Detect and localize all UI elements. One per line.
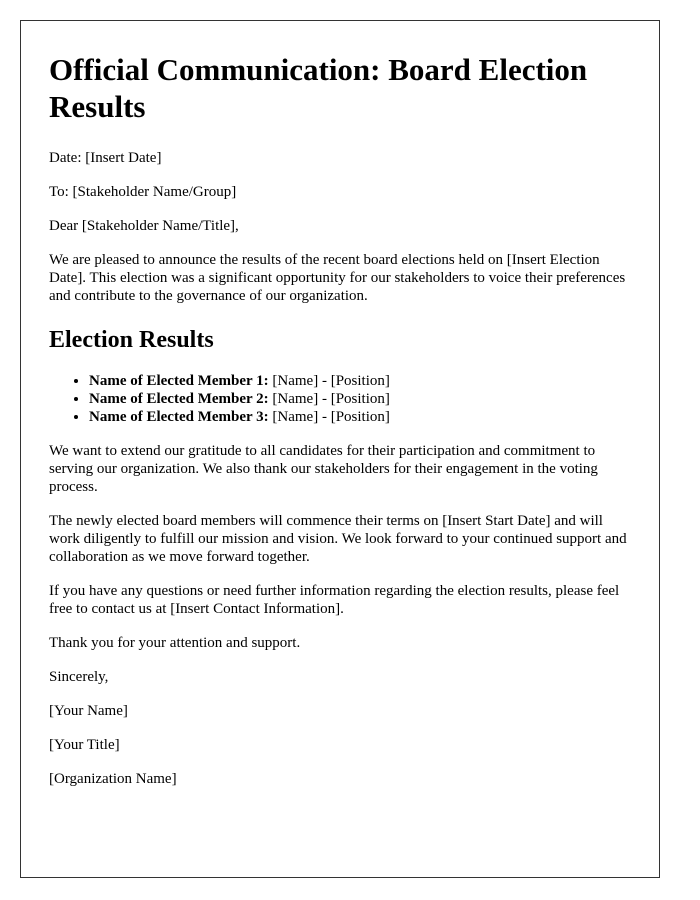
- organization-name: [Organization Name]: [49, 771, 177, 787]
- list-item: [89, 372, 631, 390]
- questions-paragraph: If you have any questions or need further information regarding the election results, please feel free to contact us at [Insert Contact Information].: [49, 583, 620, 617]
- intro-paragraph: We are pleased to announce the results of the recent board elections held on [Insert Election Date]. This election was a significant opportunity for our stakeholders to voice their preferences and contribute to the governance of our organization.: [49, 252, 626, 304]
- member-label: Name of Elected Member 1:: [89, 373, 269, 389]
- thanks-line: Thank you for your attention and support.: [49, 635, 301, 651]
- terms-paragraph: The newly elected board members will commence their terms on [Insert Start Date] and will work diligently to fulfill our mission and vision. We look forward to your continued support and collaboration as we move forward together.: [49, 513, 627, 565]
- results-heading: Election Results: [49, 327, 214, 353]
- gratitude-paragraph: We want to extend our gratitude to all candidates for their participation and commitment to serving our organization. We also thank our stakeholders for their engagement in the voting process.: [49, 443, 598, 495]
- member-label: Name of Elected Member 2:: [89, 391, 269, 407]
- list-item: [89, 390, 631, 408]
- elected-members-list: [49, 372, 631, 426]
- member-value: [Name] - [Position]: [268, 409, 390, 425]
- date-line: Date: [Insert Date]: [49, 150, 162, 166]
- letter-title: Official Communication: Board Election Results: [49, 52, 588, 124]
- signer-name: [Your Name]: [49, 703, 128, 719]
- salutation: Dear [Stakeholder Name/Title],: [49, 218, 239, 234]
- signer-title: [Your Title]: [49, 737, 120, 753]
- member-value: [Name] - [Position]: [268, 373, 390, 389]
- recipient-line: To: [Stakeholder Name/Group]: [49, 184, 237, 200]
- letter-page: [20, 20, 660, 878]
- list-item: [89, 408, 631, 426]
- member-value: [Name] - [Position]: [268, 391, 390, 407]
- closing: Sincerely,: [49, 669, 109, 685]
- member-label: Name of Elected Member 3:: [89, 409, 269, 425]
